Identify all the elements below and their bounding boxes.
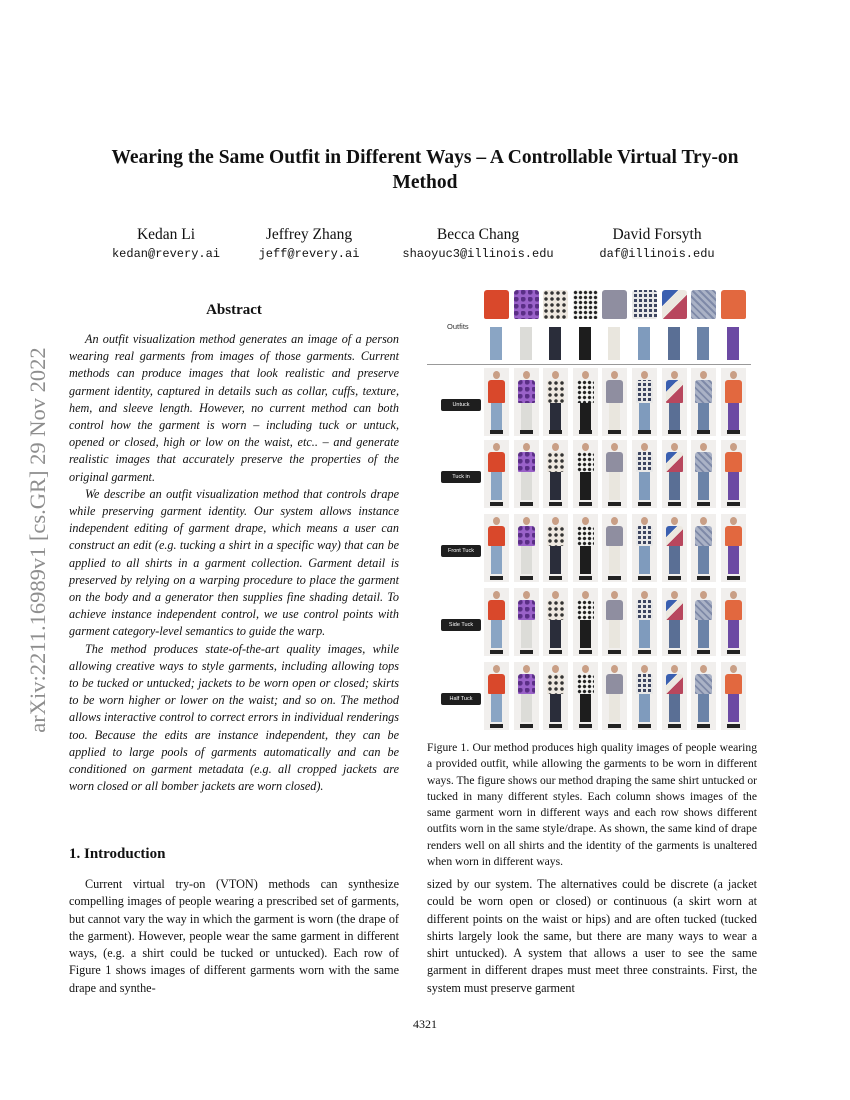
tryon-result-image <box>662 588 687 656</box>
garment-top-image <box>514 290 539 319</box>
arxiv-stamp: arXiv:2211.16989v1 [cs.GR] 29 Nov 2022 <box>25 347 50 733</box>
tryon-result-image <box>721 368 746 436</box>
abstract <box>69 300 399 795</box>
tryon-result-image <box>543 440 568 508</box>
tryon-result-image <box>484 662 509 730</box>
garment-top-image <box>573 290 598 319</box>
tryon-result-image <box>573 368 598 436</box>
author-name: Jeffrey Zhang <box>265 226 353 243</box>
author-4 <box>557 225 757 263</box>
garment-bottom-image <box>727 327 739 360</box>
tryon-result-image <box>573 440 598 508</box>
tryon-result-image <box>632 440 657 508</box>
tryon-result-image <box>484 514 509 582</box>
tryon-result-image <box>514 514 539 582</box>
author-email: jeff@revery.ai <box>258 247 360 261</box>
tryon-result-image <box>721 588 746 656</box>
tryon-result-image <box>602 514 627 582</box>
paper-title: Wearing the Same Outfit in Different Ways – A Controllable Virtual Try-on Method <box>111 147 739 193</box>
garment-top-image <box>543 290 568 319</box>
author-email: shaoyuc3@illinois.edu <box>402 247 554 261</box>
author-name: David Forsyth <box>612 226 702 243</box>
garment-top-image <box>602 290 627 319</box>
section-heading-introduction: 1. Introduction <box>69 846 166 862</box>
tryon-result-image <box>632 588 657 656</box>
tryon-result-image <box>632 514 657 582</box>
garment-top-image <box>632 290 657 319</box>
garment-bottom-image <box>490 327 502 360</box>
tryon-result-image <box>543 588 568 656</box>
tryon-result-image <box>514 662 539 730</box>
tryon-result-image <box>691 662 716 730</box>
tryon-result-image <box>602 662 627 730</box>
row-label-untuck: Untuck <box>441 399 481 411</box>
row-label-half-tuck: Half Tuck <box>441 693 481 705</box>
tryon-result-image <box>543 368 568 436</box>
garment-top-image <box>662 290 687 319</box>
row-label-tuck-in: Tuck in <box>441 471 481 483</box>
tryon-result-image <box>691 440 716 508</box>
garment-bottom-image <box>668 327 680 360</box>
tryon-result-image <box>602 368 627 436</box>
tryon-result-image <box>632 662 657 730</box>
outfits-label: Outfits <box>447 322 469 331</box>
abstract-paragraph-2: We describe an outfit visualization method that controls drape while preserving garment identity. Our system allows instance independent editing of garment drape, which means a user can construct an edit (e.g. tucking a shirt in a specific way) that can be applied to all shirts in a garment collection. Garment detail is preserved by relying on a warping procedure to place the garment on the body and a generator then supplies fine shading detail. To achieve instance independent control, we use control points with garment category-level semantics to guide the warp. <box>69 486 399 639</box>
author-3 <box>378 225 578 263</box>
author-email: daf@illinois.edu <box>599 247 715 261</box>
author-name: Becca Chang <box>436 226 520 243</box>
tryon-result-image <box>514 588 539 656</box>
row-label-front-tuck: Front Tuck <box>441 545 481 557</box>
tryon-result-image <box>573 662 598 730</box>
tryon-result-image <box>602 588 627 656</box>
garment-bottom-image <box>549 327 561 360</box>
tryon-result-image <box>632 368 657 436</box>
tryon-result-image <box>721 662 746 730</box>
intro-paragraph-left: Current virtual try-on (VTON) methods can synthesize compelling images of people wearing a prescribed set of garments, but cannot vary the way in which the garment is worn (the drape of the garment). However, people wear the same garment in different ways, (e.g. a shirt could be tucked or untucked). Each row of Figure 1 shows images of different garments worn with the same drape and synthe- <box>69 877 399 995</box>
abstract-paragraph-3: The method produces state-of-the-art quality images, while allowing creative ways to style garments, including allowing tops to be tucked or untucked; jackets to be worn open or closed; skirts to be worn higher or lower on the waist; and so on. The method allows interactive control to correct errors in individual renderings too. Because the edits are instance independent, they can be applied to large pools of garments automatically and can be conditioned on garment metadata (e.g. all cropped jackets are worn closed or all bomber jackets are worn closed). <box>69 641 399 794</box>
abstract-paragraph-1: An outfit visualization method generates an image of a person wearing real garments from images of those garments. Current methods can produce images that look realistic and preserve garment identity, captured in details such as collar, cuffs, texture, hem, and sleeve length. However, no current method can both control how the garment is worn – including tuck or untuck, opened or closed, high or low on the waist, etc.. – and generate realistic images that accurately preserve the properties of the original garment. <box>69 332 399 484</box>
garment-bottom-image <box>520 327 532 360</box>
tryon-result-image <box>573 514 598 582</box>
intro-paragraph-right: sized by our system. The alternatives could be discrete (a jacket could be worn open or closed) or continuous (a skirt worn at different points on the waist or hips) and are often tucked (tucked shirts largely look the same, but there are many ways to wear a shirt untucked). A system that allows a user to see the same garment in different drapes must meet three constraints. First, the system must preserve garment <box>427 877 757 995</box>
tryon-result-image <box>691 514 716 582</box>
author-name: Kedan Li <box>136 226 196 243</box>
figure-1-grid <box>427 285 757 730</box>
tryon-result-image <box>514 440 539 508</box>
tryon-result-image <box>514 368 539 436</box>
tryon-result-image <box>543 514 568 582</box>
tryon-result-image <box>691 368 716 436</box>
garment-bottom-image <box>638 327 650 360</box>
tryon-result-image <box>721 514 746 582</box>
author-email: kedan@revery.ai <box>111 247 221 261</box>
tryon-result-image <box>662 368 687 436</box>
row-label-side-tuck: Side Tuck <box>441 619 481 631</box>
figure-divider <box>427 364 751 365</box>
tryon-result-image <box>721 440 746 508</box>
tryon-result-image <box>602 440 627 508</box>
tryon-result-image <box>484 588 509 656</box>
garment-top-image <box>721 290 746 319</box>
tryon-result-image <box>662 514 687 582</box>
garment-bottom-image <box>579 327 591 360</box>
tryon-result-image <box>662 662 687 730</box>
figure-caption: Figure 1. Our method produces high quality images of people wearing a provided outfit, while allowing the garments to be worn in different ways. The figure shows our method draping the same shirt untucked or tucked in many different styles. Each column shows images of the same garment worn in different ways and each row shows different outfits worn in the same style/drape. As shown, the same kind of drape renders well on all shirts and the identity of the garments is unaltered when worn in different ways. <box>427 741 757 869</box>
garment-bottom-image <box>608 327 620 360</box>
tryon-result-image <box>573 588 598 656</box>
tryon-result-image <box>662 440 687 508</box>
page-number: 4321 <box>413 1017 437 1031</box>
tryon-result-image <box>484 440 509 508</box>
garment-bottom-image <box>697 327 709 360</box>
garment-top-image <box>691 290 716 319</box>
tryon-result-image <box>691 588 716 656</box>
author-list <box>0 225 850 270</box>
garment-top-image <box>484 290 509 319</box>
tryon-result-image <box>543 662 568 730</box>
abstract-heading: Abstract <box>206 302 262 318</box>
tryon-result-image <box>484 368 509 436</box>
